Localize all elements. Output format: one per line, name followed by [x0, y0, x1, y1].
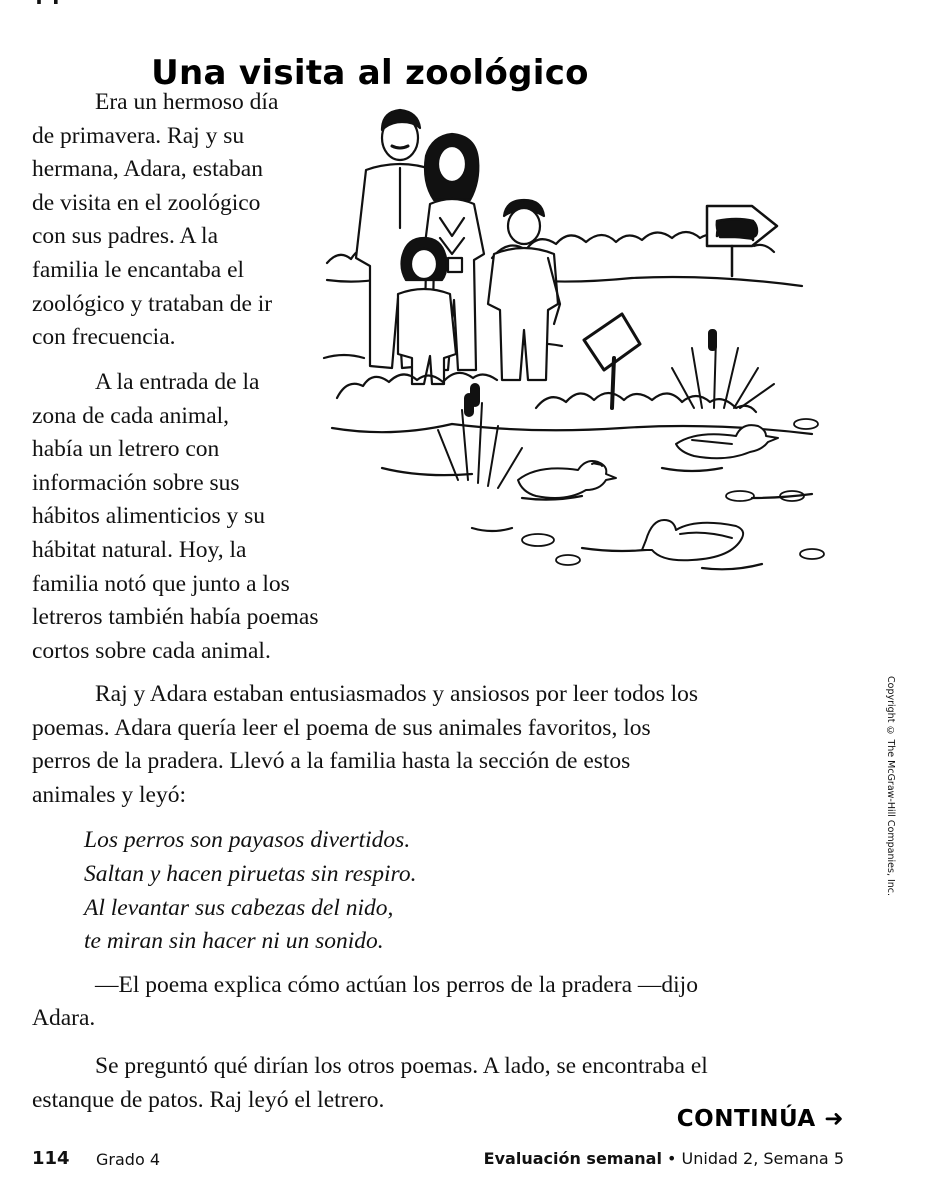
grade-label: Grado 4 [96, 1150, 160, 1169]
assessment-title: Evaluación semanal [483, 1149, 662, 1168]
elephant-icon [717, 219, 757, 240]
poem-line: te miran sin hacer ni un sonido. [84, 928, 384, 955]
text-line: de primavera. Raj y su [32, 122, 245, 149]
assessment-label [484, 1149, 844, 1168]
paragraph-2 [32, 366, 318, 668]
poem-line: Los perros son payasos divertidos. [84, 827, 411, 854]
text-line: cortos sobre cada animal. [32, 637, 271, 664]
copyright-notice: Copyright © The McGraw-Hill Companies, Inc. [885, 676, 896, 897]
duck [518, 461, 616, 498]
paragraph-3: Raj y Adara estaban entusiasmados y ansiosos por leer todos los poemas. Adara quería leer el poema de sus animales favoritos, los perros de la pradera. Llevó a la familia hasta la sección de estos animales y leyó: [32, 681, 699, 808]
text-line: zona de cada animal, [32, 402, 230, 429]
text-line: familia le encantaba el [32, 256, 245, 283]
text-line: familia notó que junto a los [32, 570, 290, 597]
text-line: había un letrero con [32, 436, 220, 463]
text-line: hábitat natural. Hoy, la [32, 536, 247, 563]
poem-line: Al levantar sus cabezas del nido, [84, 894, 394, 921]
story-body [32, 678, 712, 1117]
page-title: Una visita al zoológico [151, 52, 589, 93]
duck [642, 520, 743, 560]
duck [676, 425, 778, 458]
poem-line: Saltan y hacen piruetas sin respiro. [84, 860, 417, 887]
page-number: 114 [32, 1148, 70, 1169]
text-line: hábitos alimenticios y su [32, 503, 266, 530]
text-line: letreros también había poemas [32, 604, 319, 631]
paragraph-1 [32, 86, 278, 355]
footer-separator: • [661, 1149, 682, 1168]
poem [84, 824, 712, 958]
text-line: con sus padres. A la [32, 223, 219, 250]
paragraph-5: Se preguntó qué dirían los otros poemas. A lado, se encontraba el estanque de patos. Raj leyó el letrero. [32, 1052, 708, 1113]
boy-figure [488, 200, 560, 380]
elephant-sign [707, 206, 777, 276]
text-line: Era un hermoso día [95, 89, 279, 115]
text-line: hermana, Adara, estaban [32, 156, 263, 183]
unit-week: Unidad 2, Semana 5 [681, 1149, 844, 1168]
text-line: información sobre sus [32, 469, 240, 496]
paragraph-4: —El poema explica cómo actúan los perros de la pradera —dijo Adara. [32, 971, 698, 1032]
page-footer [32, 1148, 844, 1174]
top-cropped-text [30, 0, 90, 4]
text-line: A la entrada de la [95, 369, 260, 395]
continue-label: CONTINÚA ➜ [676, 1106, 844, 1132]
text-line: de visita en el zoológico [32, 189, 261, 216]
text-line: zoológico y trataban de ir [32, 290, 273, 317]
family-at-zoo-pond-illustration [322, 108, 827, 603]
text-line: con frecuencia. [32, 324, 176, 351]
